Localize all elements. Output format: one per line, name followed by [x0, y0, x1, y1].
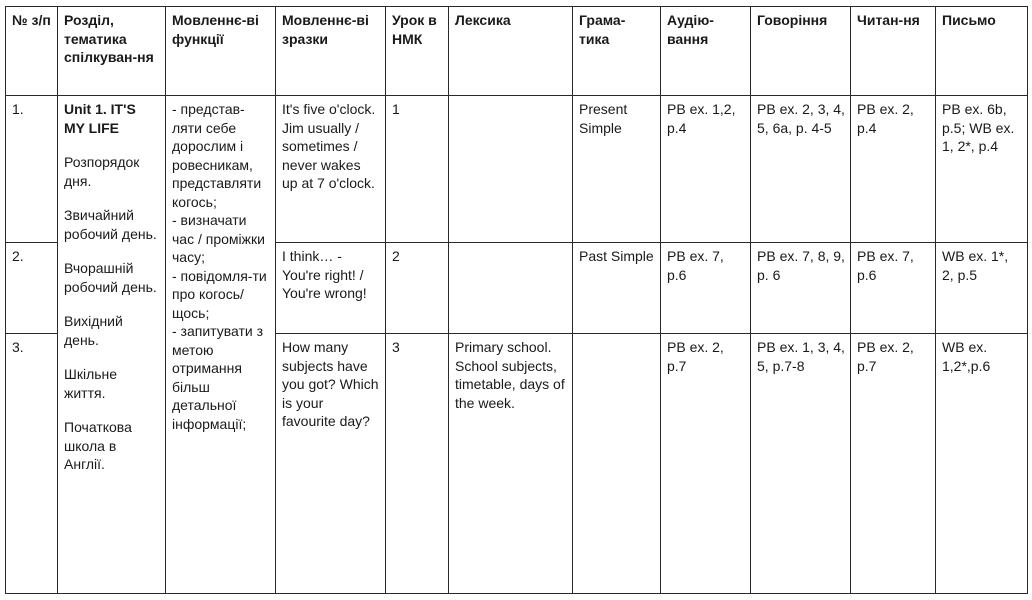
- lesson-cell: 2: [386, 243, 449, 334]
- function-item: - визначати час / проміжки часу;: [172, 212, 265, 265]
- subtopic: Початкова школа в Англії.: [64, 419, 132, 472]
- subtopic: Розпорядок дня.: [64, 154, 140, 189]
- reading-cell: PB ex. 2, p.7: [851, 334, 936, 594]
- listening-cell: PB ex. 2, p.7: [661, 334, 751, 594]
- writing-cell: WB ex. 1,2*,p.6: [936, 334, 1028, 594]
- lesson-plan-table: [5, 6, 1028, 594]
- function-item: - запитувати з метою отримання більш детальної інформації;: [172, 323, 264, 432]
- subtopic: Вихідний день.: [64, 313, 123, 348]
- function-item: - представ-ляти себе дорослим і ровесникам, представляти когось;: [172, 101, 262, 210]
- speaking-cell: PB ex. 2, 3, 4, 5, 6a, p. 4-5: [751, 96, 851, 243]
- writing-cell: WB ex. 1*, 2, p.5: [936, 243, 1028, 334]
- grammar-cell: Past Simple: [573, 243, 661, 334]
- table-row: [6, 96, 1028, 243]
- header-writing: Письмо: [936, 7, 1028, 96]
- unit-title: Unit 1. IT'S MY LIFE: [64, 101, 136, 136]
- row-number: 2.: [6, 243, 58, 334]
- vocabulary-cell: [449, 96, 573, 243]
- row-number: 1.: [6, 96, 58, 243]
- speaking-cell: PB ex. 7, 8, 9, p. 6: [751, 243, 851, 334]
- subtopic: Вчорашній робочий день.: [64, 260, 157, 295]
- samples-cell: I think… - You're right! / You're wrong!: [276, 243, 386, 334]
- header-vocabulary: Лексика: [449, 7, 573, 96]
- row-number: 3.: [6, 334, 58, 594]
- header-number: № з/п: [6, 7, 58, 96]
- samples-cell: How many subjects have you got? Which is your favourite day?: [276, 334, 386, 594]
- listening-cell: PB ex. 7, p.6: [661, 243, 751, 334]
- grammar-cell: [573, 334, 661, 594]
- header-samples: Мовленнє-ві зразки: [276, 7, 386, 96]
- vocabulary-cell: Primary school. School subjects, timetable, days of the week.: [449, 334, 573, 594]
- function-item: - повідомля-ти про когось/ щось;: [172, 267, 267, 321]
- header-grammar: Грама-тика: [573, 7, 661, 96]
- header-topic: Розділ, тематика спілкуван-ня: [58, 7, 166, 96]
- vocabulary-cell: [449, 243, 573, 334]
- subtopic: Шкільне життя.: [64, 366, 118, 401]
- grammar-cell: Present Simple: [573, 96, 661, 243]
- header-lesson: Урок в НМК: [386, 7, 449, 96]
- lesson-cell: 1: [386, 96, 449, 243]
- topic-cell: [58, 96, 166, 594]
- listening-cell: PB ex. 1,2, p.4: [661, 96, 751, 243]
- subtopic: Звичайний робочий день.: [64, 207, 157, 242]
- writing-cell: PB ex. 6b, p.5; WB ex. 1, 2*, p.4: [936, 96, 1028, 243]
- table-header-row: [6, 7, 1028, 96]
- samples-cell: It's five o'clock. Jim usually / sometimes / never wakes up at 7 o'clock.: [276, 96, 386, 243]
- header-speaking: Говоріння: [751, 7, 851, 96]
- header-functions: Мовленнє-ві функції: [166, 7, 276, 96]
- header-listening: Аудію-вання: [661, 7, 751, 96]
- reading-cell: PB ex. 7, p.6: [851, 243, 936, 334]
- functions-cell: [166, 96, 276, 594]
- speaking-cell: PB ex. 1, 3, 4, 5, p.7-8: [751, 334, 851, 594]
- header-reading: Читан-ня: [851, 7, 936, 96]
- reading-cell: PB ex. 2, p.4: [851, 96, 936, 243]
- lesson-cell: 3: [386, 334, 449, 594]
